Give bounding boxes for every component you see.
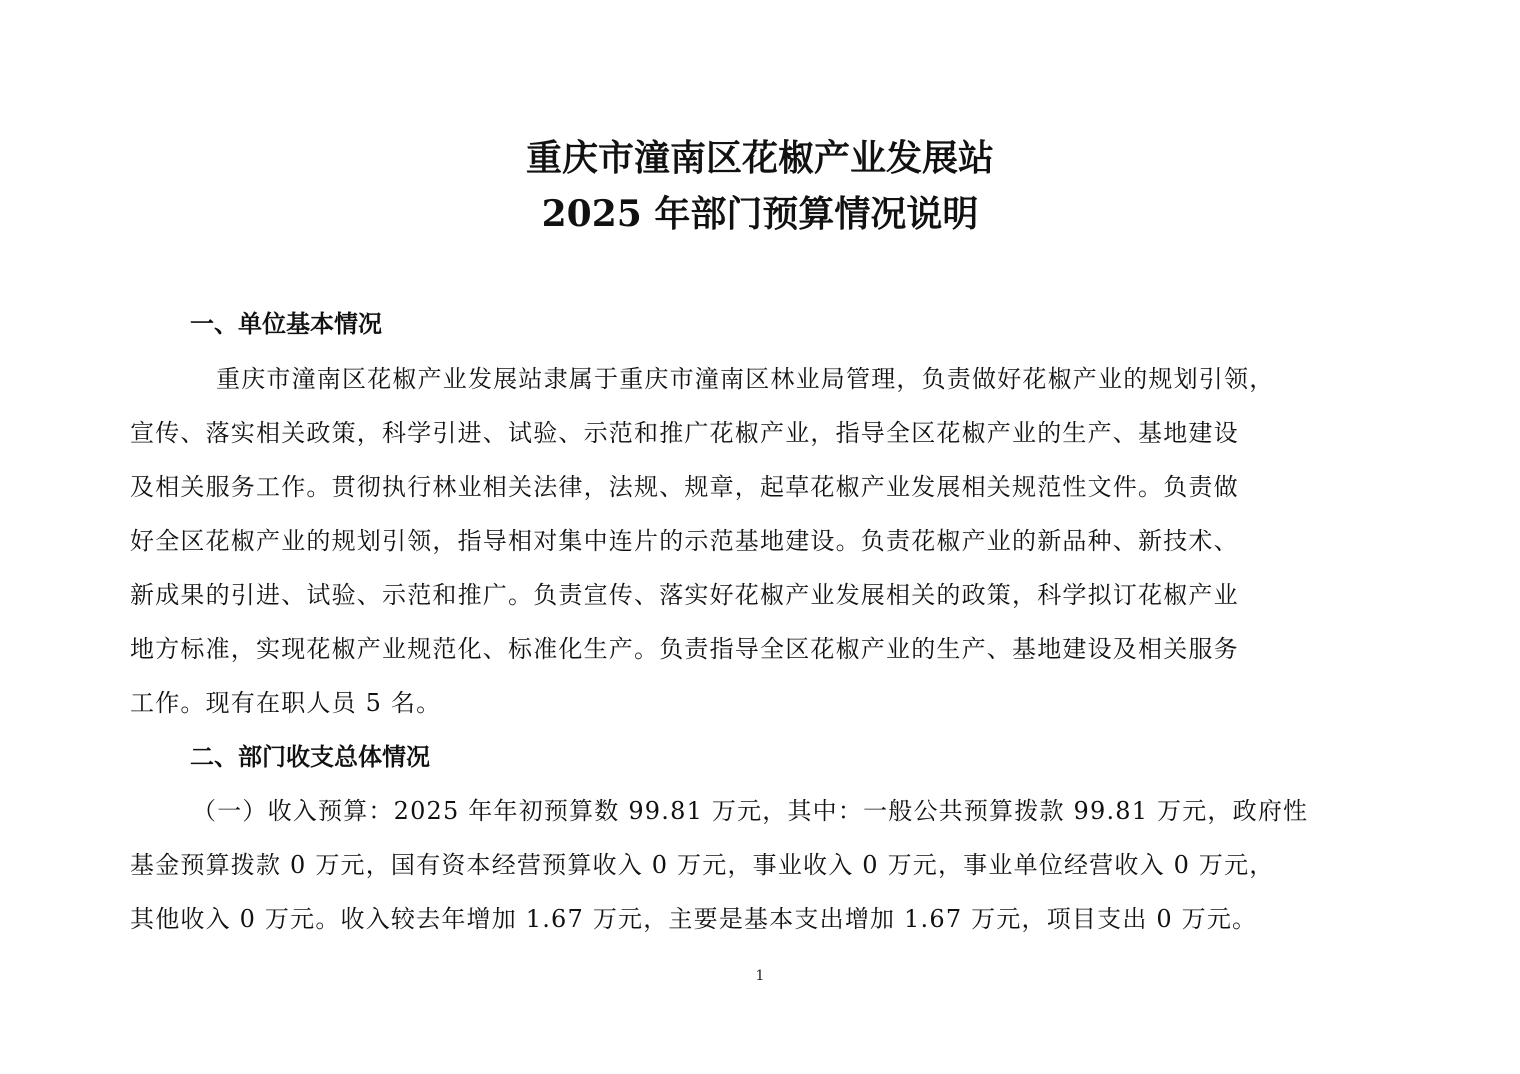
paragraph-line: （一）收入预算：2025 年年初预算数 99.81 万元，其中：一般公共预算拨款 99.81 万元，政府性 bbox=[192, 797, 1309, 825]
paragraph-line: 好全区花椒产业的规划引领，指导相对集中连片的示范基地建设。负责花椒产业的新品种、新技术、 bbox=[130, 527, 1239, 555]
section-heading-basic-info: 一、单位基本情况 bbox=[190, 310, 382, 338]
paragraph-line: 工作。现有在职人员 5 名。 bbox=[130, 689, 442, 717]
page-number: 1 bbox=[755, 968, 765, 984]
paragraph-line: 新成果的引进、试验、示范和推广。负责宣传、落实好花椒产业发展相关的政策，科学拟订花椒产业 bbox=[130, 581, 1239, 609]
paragraph-line: 重庆市潼南区花椒产业发展站隶属于重庆市潼南区林业局管理，负责做好花椒产业的规划引领， bbox=[216, 365, 1275, 393]
section-heading-budget-overview: 二、部门收支总体情况 bbox=[190, 743, 430, 771]
document-title-line-1: 重庆市潼南区花椒产业发展站 bbox=[525, 137, 994, 179]
paragraph-line: 基金预算拨款 0 万元，国有资本经营预算收入 0 万元，事业收入 0 万元，事业单位经营收入 0 万元， bbox=[130, 851, 1275, 879]
document-title-line-2: 2025 年部门预算情况说明 bbox=[541, 193, 979, 235]
paragraph-line: 及相关服务工作。贯彻执行林业相关法律，法规、规章，起草花椒产业发展相关规范性文件。负责做 bbox=[130, 473, 1239, 501]
paragraph-line: 地方标准，实现花椒产业规范化、标准化生产。负责指导全区花椒产业的生产、基地建设及相关服务 bbox=[130, 635, 1239, 663]
paragraph-line: 其他收入 0 万元。收入较去年增加 1.67 万元，主要是基本支出增加 1.67 万元，项目支出 0 万元。 bbox=[130, 905, 1258, 933]
paragraph-line: 宣传、落实相关政策，科学引进、试验、示范和推广花椒产业，指导全区花椒产业的生产、基地建设 bbox=[130, 419, 1239, 447]
